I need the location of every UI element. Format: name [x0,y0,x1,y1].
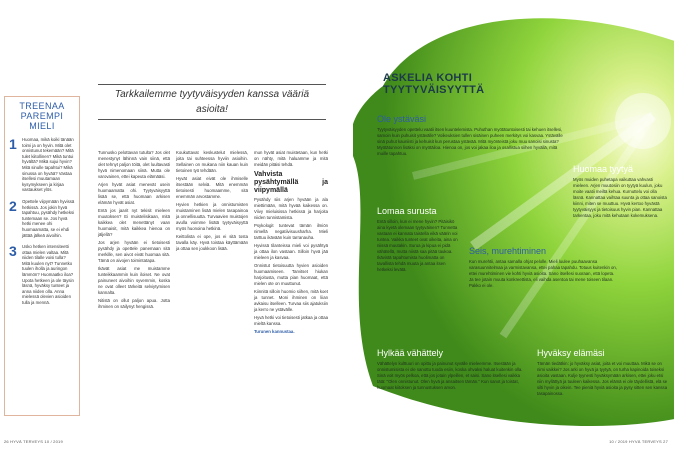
paragraph: Jos arjen hyvään ei tietoisesti pysähdy ja opettele panemaan sitä merkille, sen aivot eivät huomaa sitä. Tämä on aivojen toimintatapa. [98,240,170,263]
tip-number: 2 [9,197,17,214]
tip-text: Usko hetken intensiteetti ottaa mielen valtaa. Mitä niiden tilalle voisi tulla? Mitä kuulen nyt? Tunnetko tuulen iholla ja auringon lämmön? Huomaatko iloa? Upota hetkeen ja ole täysin läsnä, hyväksy tunteet ja anna niiden olla. Anna mielessä olevien asioiden tulla ja mennä. [22,244,74,306]
section-text: Kun murehtii, antaa samalla ohjat pelolle. Mieli luulee puuhaavansa varasuunnitelmaa ja varmistavansa, ettei pahaa tapahdu. Totuus kuitenkin on, ettei murehtiminen vie kohti hyviä asioita. Sano itsellesi suoraan, että lopeta. Ja tee jotain muuta konkreettista, eli vaihda asentoa tai mene toiseen tilaan. Pakko ei ole. [469,259,618,288]
article-column-1 [98,150,170,312]
paragraph: Entä jos jaarit nyt tekisit mieleen muutoksen? Ei muistelisikaan, mitä kaikkea olet menettänyt vaan huomaisit, mitä kaikkea hienoa on jäljellä? [98,208,170,237]
article-headline [383,72,484,96]
section-text: Myös muiden puhetapa vaikuttaa vahvasti mieleen. Arjen muutosiin on tyytyä kuulun, joku moite vaatii meiltä kehua. Kurnuttelu voi olla läsnä. Kannattaa vaihtaa suunta ja ottaa sanoista kiinni, miten se muuttuu. Hyvä kertoo hyvästä tyytyväisyys ja tietoisuus hyvin pian. Kannattaa tarkentaa, joku mitä kehutaan kokemuksena. [573,177,667,218]
section-hylkaa-vahattely [377,348,527,391]
tip-text: Huomaa, mikä koiki tänään toimi ja on hyvin. Mitä olet onnistunut tekemään? Mitä tulet kiitollinen? Mikä tuntui hyvältä? Mikä sujui hyvin? Mitä sinulle tapahtui? Mikä sinussa on hyvää? Vastaa itsellesi muutamaan kysymykseen ja kirjaa vastaukset ylös. [22,137,74,193]
page-footer-right: 10 / 2019 HYVÄ TERVEYS 27 [609,439,668,444]
tip-item [9,199,75,238]
paragraph: mun hyvät asiat muistetaan, kun hetki on nähty, mitä haluamme ja mitä meidän pitäisi tehdä. [254,150,328,167]
section-hyvaksy-elamasi [537,348,669,397]
paragraph: Tunnusko pelottavan tutulta? Jos olet menestynyt lähinnä vain siinä, että olet tehnyt paljon töitä, olet luultavasti hyvä nimenomaan siinä. Mutta ole varovainen, ettei kapeuta elämääsi. [98,150,170,179]
section-ole-ystavasi [377,114,567,157]
article-end: Turunen kannustaa. [254,329,295,334]
pull-quote [98,84,326,120]
section-title: Huomaa tyytyä [573,164,634,174]
headline-line: ASKELIA KOHTI [383,72,473,84]
paragraph: Nitistä on ollut paljon apua. Jotta ihminen on säilynyt hengissä. [98,298,170,309]
article-column-2 [176,150,248,254]
paragraph: Hyvien hetkien ja onnistumisten muistaminen lisää mielen tasapainoa ja onnellisuutta. Turvaavien muistojen avulla voimme lisätä tyytyväisyyttä myös huonoina hetkinä. [176,202,248,231]
section-text: Vähättelyn kulttuuri on opittu ja painunut syvälle mieleemme. Itsestään ja onnistumisista ei ole sanottu tuoda esiin, koska ohvaksi haluat kuitenkin olla. Sinä voit myös pelkoa, että jos jotain ylpeillen, et saisi. Sano itsellesi vaikka tätä: "Olen onnistunut. Olen hyvä ja ansaitsen tämän." Kun sanot ja toistat, huomaat kiitoksen ja tunnustuksen arvon. [377,361,523,390]
section-huomaa-tyytya [573,164,667,219]
paragraph: Arjen hyvät asiat menevät usein huomaamatta ohi. Tyytyväisyyttä lisää se, että huomaan arkisen elämän hyvät asiat. [98,182,170,205]
paragraph: Onnistut tietoisuutta hyvien asioiden huomaamiseen. Tarvitset hiukan harjoitusta, mutta pian huomaat, että mielen ote on muuttunut. [254,263,328,286]
pull-quote-text: Tarkkailemme tyytyväisyyden kanssa vääriä asioita! [114,89,310,115]
section-seis-murehtiminen [469,246,619,289]
sun-glow [615,93,671,149]
section-title: Hyväksy elämäsi [537,348,605,358]
section-text: Entä silloin, kun ei mene hyvin? Pitäisikö aina kyetä olemaan tyytyväinen? Tunnetta vastaan ei kannata taistella eikä väärin voi tuntea. Vaikka tunteet ovat oikeita, aina on niissä muutakin. Surua ja kipua ei pidä vähätellä, mutta niistä saa pitää taukoa. Ikävistä tapahtumista huolimatta on tavallista tehdä muuta ja antaa itsen hetkeksi levätä. [377,219,458,272]
page-footer-left: 26 HYVÄ TERVEYS 10 / 2019 [4,439,63,444]
section-text: Tämän tiedätkin: jo hyväksy asiat, joita et voi muuttaa. Mikä se on nimi vaikkei? Jos arki on hyvä ja tyytyä, on turha kapinoida toiseksi asioita vastaan. Kulje tyynesti hyväksymään arkisen, ettei joku etsi niin myllättyä ja tuuleen kaikessa. Jos elämä ei ole täydellistä, elä se silti hyvin ja oikein. Tee pieniä hyviä asioita ja pysy sitten sen kanssa tasapainossa. [537,361,668,396]
section-title: Ole ystäväsi [377,114,427,124]
paragraph: Koukuttavat keskustelut mielessä, joita tai suhteessa hyviin asioihin. Sellainen on mukana niin kauan kuin tietoinen työ tehdään. [176,150,248,173]
tip-text: Opettele viipymään hyvissä hetkissä. Jos jokin hyvä tapahtuu, pysähdy hetkeksi tuntemaan se. Jos hyvä hetki menee ohi huomaamatta, se ei ehdi jättää jälkeä aivoihin. [22,198,75,238]
section-lomaa-surusta [377,206,461,273]
paragraph: Kiinnitä silloin huomio siihen, mitä koet ja tunnet. Moni ihminen on liian avkaisu itselleen. Turvaa siis ajatuksiin ja kerro ne ystävälle. [254,289,328,312]
tip-number: 3 [9,243,17,260]
tip-item [9,244,75,306]
tip-item [9,137,75,193]
article-column-3 [254,150,328,337]
paragraph: Psykologit tuntevat tämän ilmiön nimellä negatiivisuusharha. Mieli tarttuu ikävään kuin tarranauha. [254,223,328,240]
section-title: Hylkää vähättely [377,348,444,358]
right-page [337,0,674,450]
paragraph: Hyvät asiat eivät ole ihmiselle itsestään selviä. Mitä enemmän tietoisesti huomaamme, sitä enemmän arvostamme. [176,176,248,199]
paragraph: Keittolista ei ope, jos ei sitä tosta tavalla käy. Hyvä toistaa käyttämään ja ottaa sen joukkoon lisää. [176,234,248,251]
section-title: Seis, murehtiminen [469,246,547,256]
tip-number: 1 [9,136,17,152]
section-title: Lomaa surusta [377,206,437,216]
paragraph: Hyvä hetki voi tietoisesti jatkaa ja ottaa mieltä kanssa. [254,315,328,326]
section-text: Tyytyväisyyden opettelu vaatii itsen kuuntelemista. Puhuthan myötätuntoisesti tai kehuen itsellesi, samoin kuin puhuisit ystävälle? Voikeuksien tullen sisäinen puheen merkitys voi kasvaa. Ystävälle sinä puhut kauniisti ja kehuisit kun perustaa ystävää. Mitä myönteistä joku muu sanoisi sinusta? Myötätunnon lisäksi on myötäiloa. Hienoa on, jos voi jakaa iloa ja osallistua siihen hyvällä, mitä muille tapahtuu. [377,127,563,156]
subheading: Vahvista pysähtymällä ja viipymällä [254,171,328,194]
sidebar-title: TREENAA PAREMPI MIELI [19,101,65,131]
headline-line: TYYTYVÄISYYTTÄ [383,84,485,96]
paragraph: Pysähdy siis arjen hyvään ja ala miettimään, mitä hyvää kaikessa on. Viivy mieluisissa hetkissä ja harjoita niiden tunnistamista. [254,197,328,220]
paragraph: Ikävät asiat me muistamme tunteikkaammin kuin iloiset. Ne ovat painuneet aivoihin syvemmin, koska ne ovat olleet tärkeitä selviytymisen kannalta. [98,266,170,295]
paragraph: Hyvissä tilanteissa mieli voi pysähtyä ja ottaa ilon vastaan. Silloin hyvä jää mieleen ja kasvaa. [254,243,328,260]
tips-sidebar [4,96,80,416]
